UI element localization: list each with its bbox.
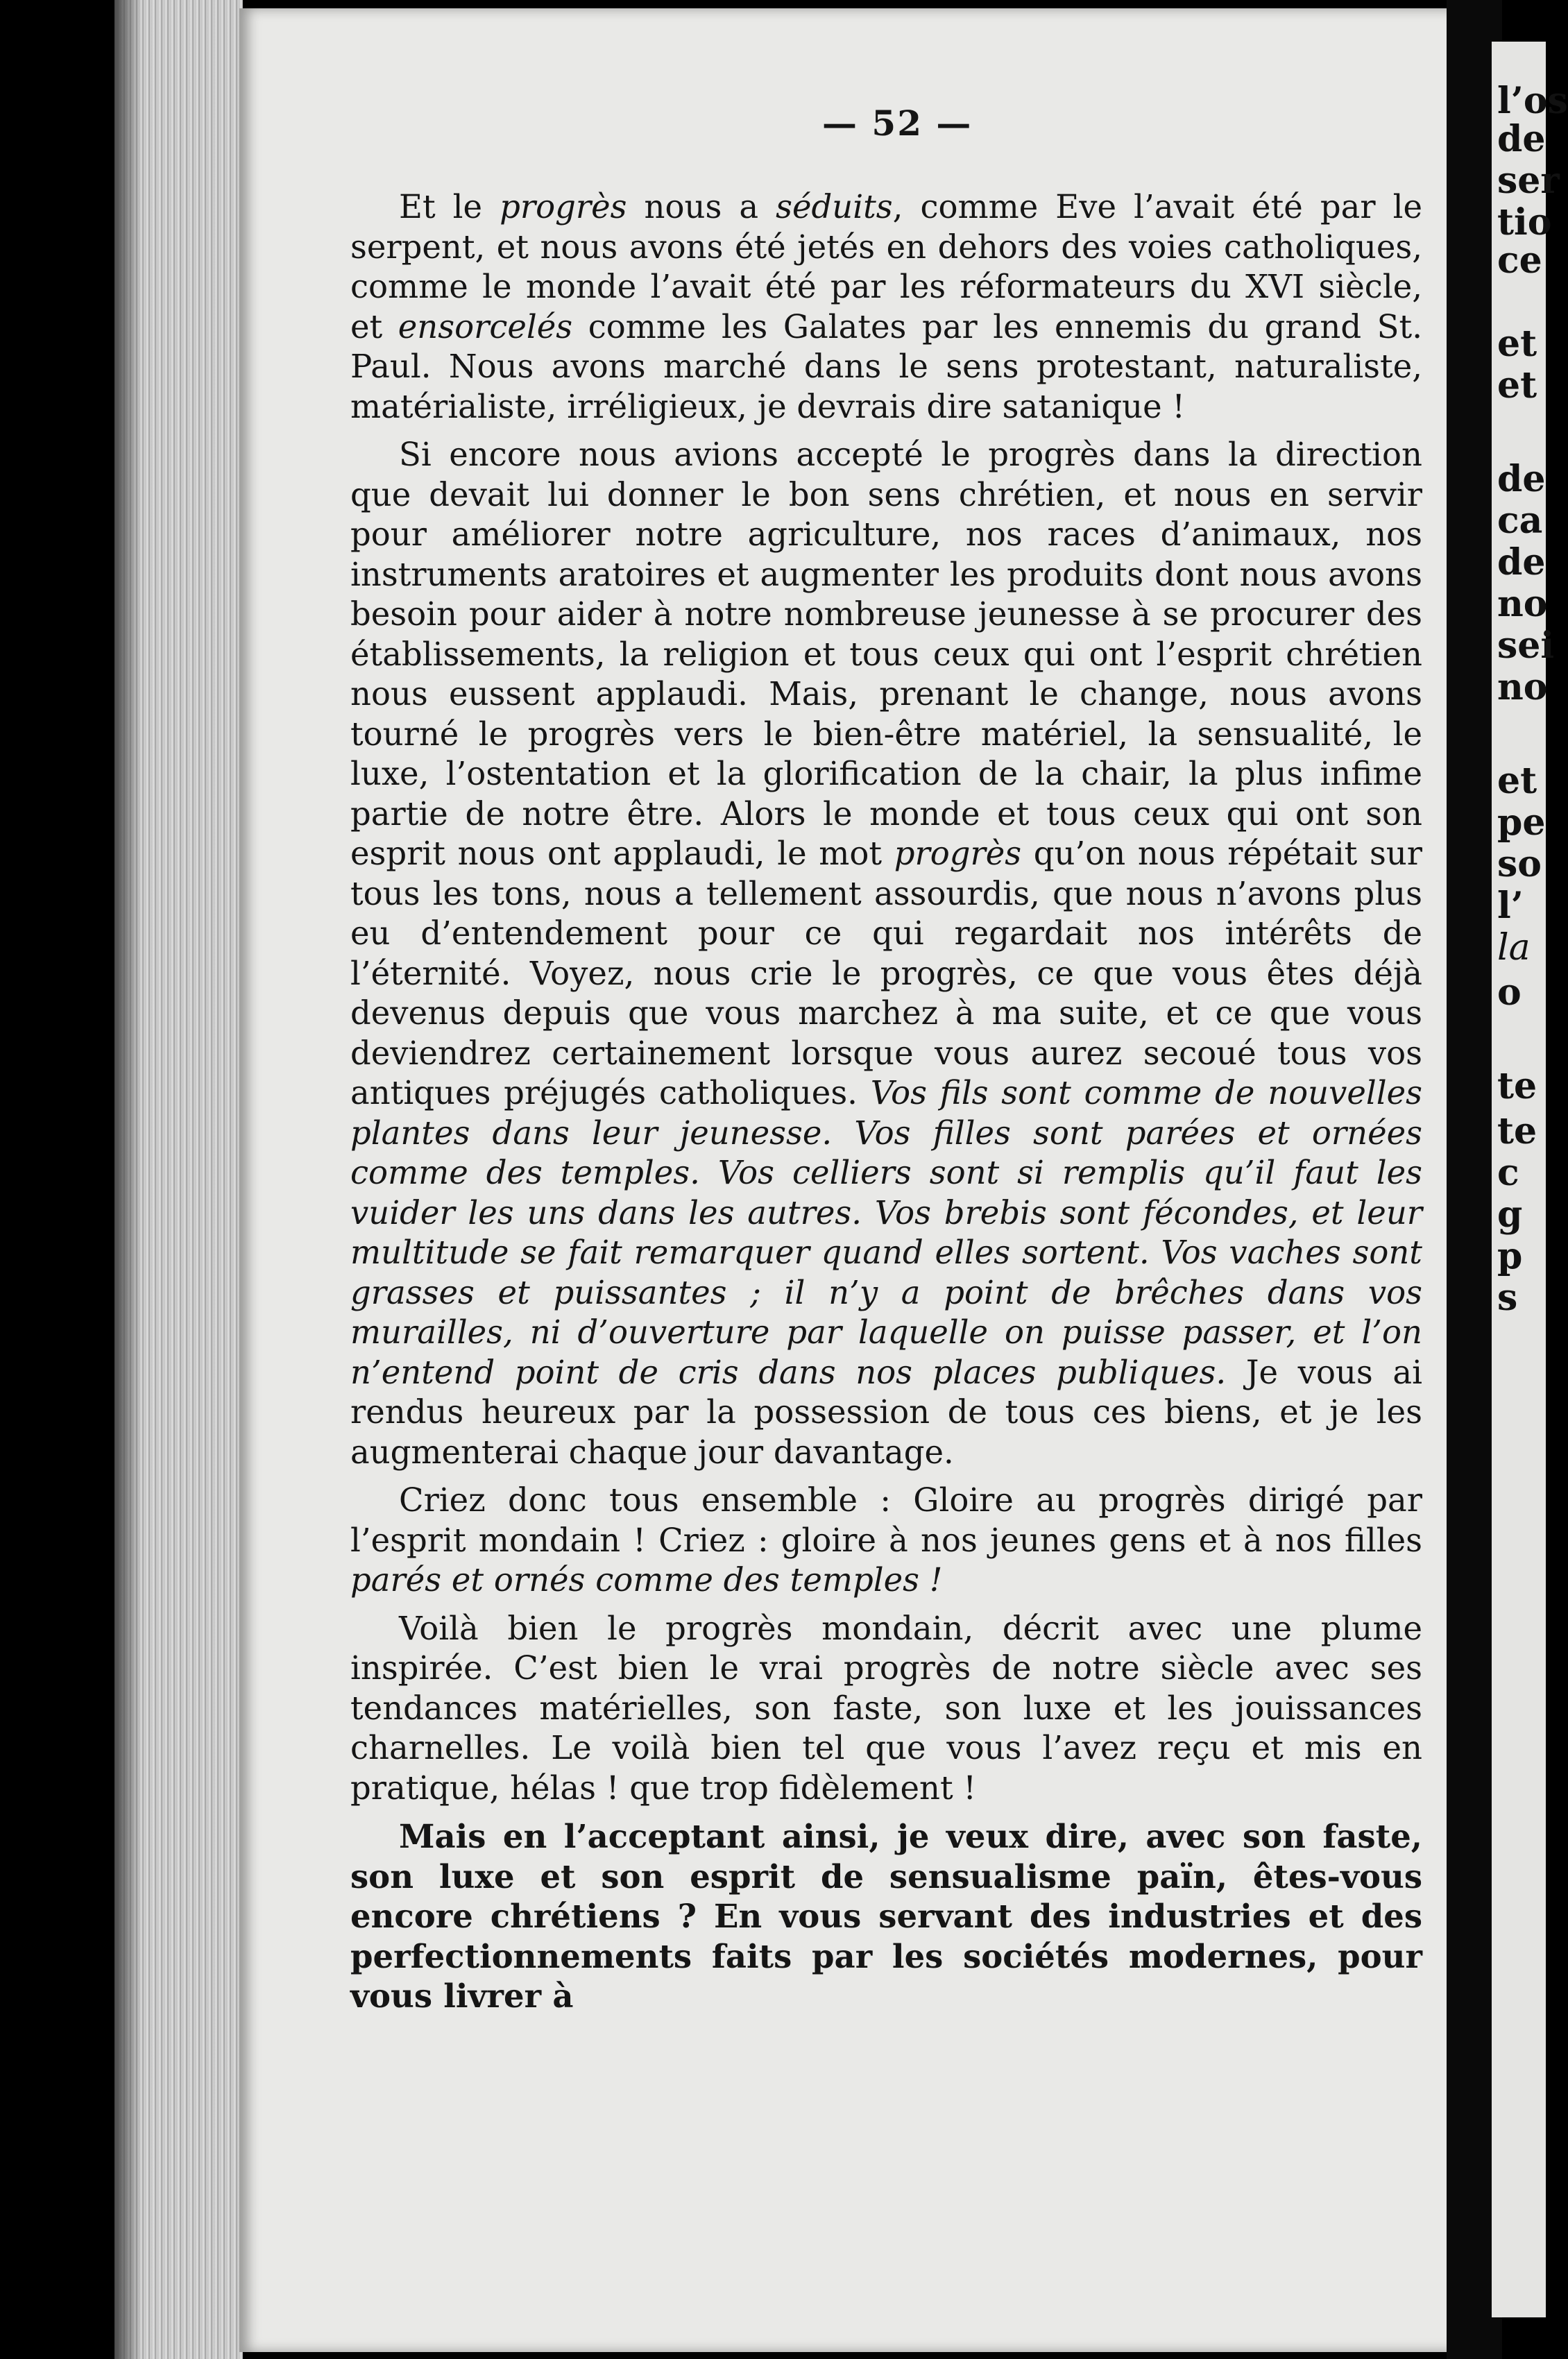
paragraph-5	[350, 1816, 1422, 2016]
italic-text-segment: progrès	[500, 188, 627, 225]
text-segment: Mais en l’acceptant ainsi, je veux dire, avec son faste, son luxe et son esprit de sensualisme païn, êtes-vous encore chrétiens ? En vous servant des industries et des perfectionnements faits par les sociétés modernes, pour vous livrer à	[350, 1817, 1422, 2015]
text-segment: Si encore nous avions accepté le progrès dans la direction que devait lui donner le bon sens chrétien, et nous en servir pour améliorer notre agriculture, nos races d’animaux, nos instruments aratoires et augmenter les produits dont nous avons besoin pour aider à notre nombreuse jeunesse à se procurer des établissements, la religion et tous ceux qui ont l’esprit chrétien nous eussent applaudi. Mais, prenant le change, nous avons tourné le progrès vers le bien-être matériel, la sensualité, le luxe, l’ostentation et la glorification de la chair, la plus infime partie de notre être. Alors le monde et tous ceux qui ont son esprit nous ont applaudi, le mot	[350, 436, 1422, 872]
page-number: — 52 —	[822, 103, 973, 144]
facing-page-line: te	[1497, 1110, 1537, 1152]
facing-page-line: te	[1497, 1065, 1537, 1107]
facing-page-line: g	[1497, 1193, 1523, 1236]
paragraph-1	[350, 187, 1422, 427]
facing-page-line: et	[1497, 364, 1537, 407]
italic-text-segment: progrès	[894, 835, 1022, 872]
facing-page-line: et	[1497, 323, 1537, 365]
facing-page-line: no	[1497, 583, 1548, 625]
facing-page-line: ca	[1497, 500, 1543, 542]
text-segment: Criez donc tous ensemble : Gloire au progrès dirigé par l’esprit mondain ! Criez : gloire à nos jeunes gens et à nos filles	[350, 1481, 1422, 1559]
text-segment: Et le	[399, 188, 500, 225]
facing-page-line: p	[1497, 1235, 1523, 1277]
facing-page-line: so	[1497, 843, 1542, 885]
facing-page-line: de	[1497, 541, 1546, 584]
italic-text-segment: ensorcelés	[398, 307, 573, 346]
italic-text-segment: séduits	[776, 188, 893, 225]
facing-page-line: no	[1497, 666, 1548, 708]
text-segment: qu’on nous répétait sur tous les tons, nous a tellement assourdis, que nous n’avons plus eu d’entendement pour ce qui regardait nos intérêts de l’éternité. Voyez, nous crie le progrès, ce que vous êtes déjà devenus depuis que vous marchez à ma suite, et ce que vous deviendrez certainement lorsque vous aurez secoué tous vos antiques préjugés catholiques.	[350, 835, 1422, 1112]
facing-page-line: la	[1497, 927, 1531, 969]
facing-page-line: et	[1497, 760, 1537, 802]
facing-page-fragment	[1492, 42, 1568, 2317]
paragraph-4	[350, 1609, 1422, 1809]
body-text	[350, 187, 1422, 2025]
text-segment: Je vous ai rendus heureux par la possession de tous ces biens, et je les augmenterai chaque jour davantage.	[350, 1353, 1422, 1471]
facing-page-line: s	[1497, 1277, 1518, 1319]
facing-page-line: sei	[1497, 624, 1555, 667]
facing-page-line: tio	[1497, 201, 1552, 244]
facing-page-line: ce	[1497, 239, 1542, 282]
text-segment: Voilà bien le progrès mondain, décrit avec une plume inspirée. C’est bien le vrai progrès de notre siècle avec ses tendances matérielles, son faste, son luxe et les jouissances charnelles. Le voilà bien tel que vous l’avez reçu et mis en pratique, hélas ! que trop fidèlement !	[350, 1609, 1422, 1807]
facing-page-line: l’os	[1497, 80, 1568, 122]
facing-page-line: c	[1497, 1152, 1519, 1194]
paragraph-3	[350, 1481, 1422, 1601]
text-segment: comme les Galates par les ennemis du grand St. Paul. Nous avons marché dans le sens protestant, naturaliste, matérialiste, irréligieux, je devrais dire satanique !	[350, 307, 1422, 425]
facing-page-line: pe	[1497, 801, 1546, 844]
paragraph-2	[350, 435, 1422, 1472]
facing-page-line: o	[1497, 971, 1522, 1014]
text-segment: , comme Eve l’avait été par le serpent, et nous avons été jetés en dehors des voies catholiques, comme le monde l’avait été par les réformateurs du XVI siècle, et	[350, 188, 1422, 346]
page-edge-shadow	[114, 0, 142, 2359]
facing-page-line: de	[1497, 458, 1546, 500]
facing-page-line: l’	[1497, 885, 1524, 927]
facing-page-line: de	[1497, 118, 1546, 160]
text-segment: nous a	[627, 188, 776, 225]
italic-text-segment: parés et ornés comme des temples !	[350, 1561, 943, 1599]
italic-text-segment: Vos fils sont comme de nouvelles plantes dans leur jeunesse. Vos filles sont parées et ornées comme des temples. Vos celliers sont si remplis qu’il faut les vuider les uns dans les autres. Vos brebis sont fécondes, et leur multitude se fait remarquer quand elles sortent. Vos vaches sont grasses et puissantes ; il n’y a point de brêches dans vos murailles, ni d’ouverture par laquelle on puisse passer, et l’on n’entend point de cris dans nos places publiques.	[350, 1074, 1422, 1391]
facing-page-line: ser	[1497, 160, 1560, 202]
